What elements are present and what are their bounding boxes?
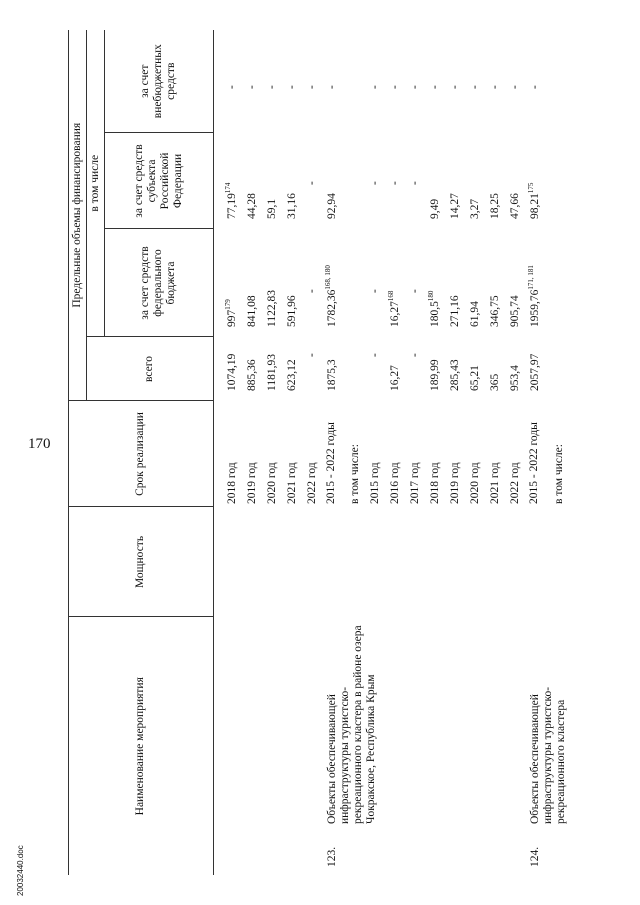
total-cell: 1181,93 (265, 354, 278, 391)
total-cell: 285,43 (448, 359, 461, 391)
regional-cell: 14,27 (448, 193, 461, 219)
extra-cell: - (245, 85, 258, 89)
period-cell: 2022 год (508, 462, 521, 504)
federal-cell: 1122,83 (265, 290, 278, 327)
period-cell: 2015 - 2022 годы (527, 422, 540, 504)
table-row (222, 30, 242, 875)
period-cell: 2020 год (265, 462, 278, 504)
regional-cell: 44,28 (245, 193, 258, 219)
regional-cell: 9,49 (428, 198, 441, 219)
header-federal: за счет средств федерального бюджета (104, 229, 213, 337)
extra-cell: - (448, 85, 461, 89)
extra-cell: - (305, 85, 318, 89)
total-cell: - (368, 353, 381, 357)
extra-cell: - (528, 85, 541, 89)
total-cell: 365 (488, 373, 501, 391)
item-name: Объекты обеспечивающей инфраструктуры туристско-рекреационного кластера (528, 686, 567, 824)
total-cell: 2057,97 (528, 353, 541, 391)
regional-cell: 47,66 (508, 193, 521, 219)
header-name: Наименование мероприятия (69, 617, 214, 875)
total-cell: - (305, 353, 318, 357)
header-total: всего (86, 337, 213, 401)
period-cell: 2019 год (245, 462, 258, 504)
item-name: Объекты обеспечивающей инфраструктуры туристско-рекреационного кластера в районе озера Чокракское, Республика Крым (325, 625, 377, 824)
total-cell: 189,99 (428, 359, 441, 391)
total-cell: 16,27 (388, 365, 401, 391)
table-row (242, 30, 262, 875)
federal-cell: - (368, 289, 381, 293)
period-cell: 2016 год (388, 462, 401, 504)
page-number: 170 (28, 436, 51, 452)
table-row-124 (525, 30, 549, 875)
extra-cell: - (285, 85, 298, 89)
federal-cell: 16,27$^{168}$ (386, 290, 401, 327)
period-cell: 2022 год (305, 462, 318, 504)
federal-cell: 591,96 (285, 295, 298, 327)
federal-cell: 180,5$^{180}$ (426, 290, 441, 327)
table-row-123 (322, 30, 345, 875)
funding-table (68, 30, 569, 875)
regional-cell: 92,94 (325, 193, 338, 219)
total-cell: 65,21 (468, 365, 481, 391)
regional-cell: 77,19$^{174}$ (223, 182, 238, 219)
regional-cell: 59,1 (265, 198, 278, 219)
period-cell: 2018 год (225, 462, 238, 504)
federal-cell: 1782,36$^{168, 180}$ (323, 265, 338, 327)
federal-cell: - (408, 289, 421, 293)
header-regional: за счет средств субъекта Российской Федерации (104, 133, 213, 229)
period-cell: 2015 - 2022 годы (324, 422, 337, 504)
federal-cell: - (305, 289, 318, 293)
table-row (262, 30, 282, 875)
total-cell: 953,4 (508, 365, 521, 391)
regional-cell: 18,25 (488, 193, 501, 219)
item-number: 124. (528, 846, 541, 867)
extra-cell: - (488, 85, 501, 89)
rotated-table-container (68, 30, 620, 875)
extra-cell: - (368, 85, 381, 89)
extra-cell: - (468, 85, 481, 89)
total-cell: - (408, 353, 421, 357)
regional-cell: - (368, 181, 381, 185)
extra-cell: - (508, 85, 521, 89)
period-cell: 2021 год (285, 462, 298, 504)
period-cell: 2018 год (428, 462, 441, 504)
total-cell: 885,36 (245, 359, 258, 391)
federal-cell: 841,08 (245, 295, 258, 327)
extra-cell: - (325, 85, 338, 89)
total-cell: 1074,19 (225, 353, 238, 391)
header-extra: за счет внебюджетных средств (104, 30, 213, 133)
header-period: Срок реализации (69, 401, 214, 507)
including-label: в том числе: (348, 444, 361, 504)
footer-code: 20032440.doc (16, 845, 25, 896)
regional-cell: - (408, 181, 421, 185)
federal-cell: $997^{179}$ (223, 299, 238, 327)
total-cell: 623,12 (285, 359, 298, 391)
federal-cell: 271,16 (448, 295, 461, 327)
header-funding-group: Предельные объемы финансирования (69, 30, 87, 401)
table-row (302, 30, 322, 875)
extra-cell: - (225, 85, 238, 89)
header-capacity: Мощность (69, 507, 214, 617)
federal-cell: 346,75 (488, 295, 501, 327)
period-cell: 2021 год (488, 462, 501, 504)
extra-cell: - (408, 85, 421, 89)
item-number: 123. (325, 846, 338, 867)
period-cell: 2019 год (448, 462, 461, 504)
regional-cell: - (388, 181, 401, 185)
extra-cell: - (388, 85, 401, 89)
federal-cell: 905,74 (508, 295, 521, 327)
regional-cell: - (305, 181, 318, 185)
table-row (282, 30, 302, 875)
header-including: в том числе (86, 30, 104, 337)
regional-cell: 98,21$^{175}$ (526, 182, 541, 219)
regional-cell: 31,16 (285, 193, 298, 219)
extra-cell: - (428, 85, 441, 89)
period-cell: 2015 год (368, 462, 381, 504)
period-cell: 2020 год (468, 462, 481, 504)
federal-cell: 61,94 (468, 301, 481, 327)
regional-cell: 3,27 (468, 198, 481, 219)
including-label: в том числе: (552, 444, 565, 504)
extra-cell: - (265, 85, 278, 89)
total-cell: 1875,3 (325, 359, 338, 391)
period-cell: 2017 год (408, 462, 421, 504)
federal-cell: 1959,76$^{171, 181}$ (526, 265, 541, 327)
